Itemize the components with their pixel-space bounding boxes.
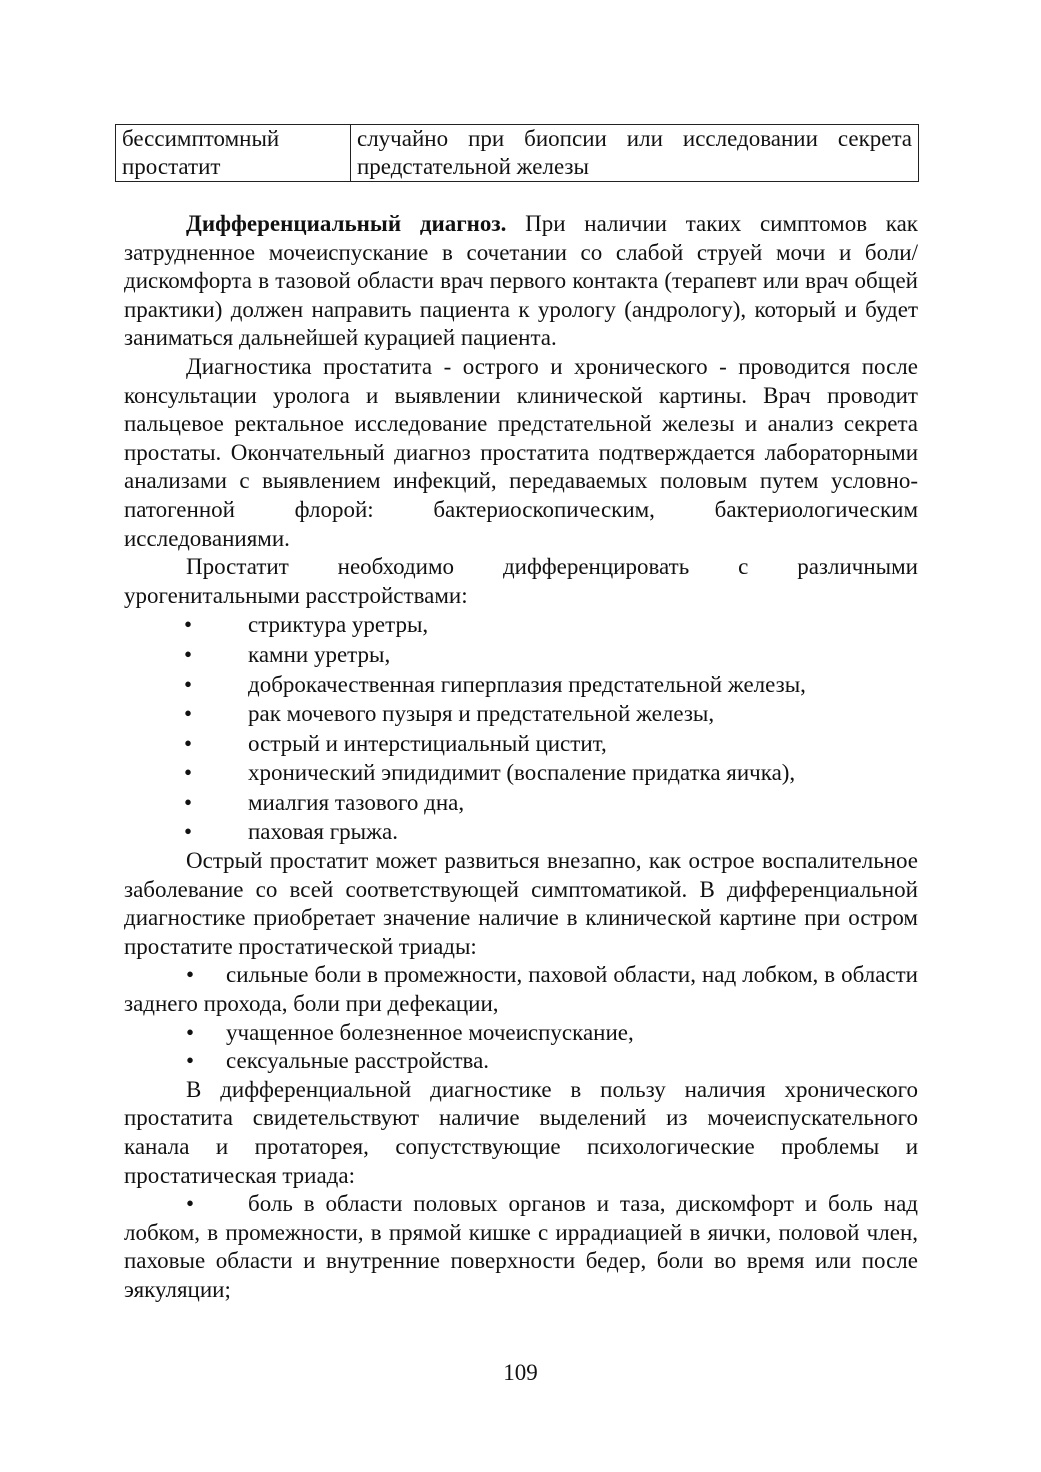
list-item-text: миалгия тазового дна, [248, 789, 465, 815]
bullet-icon: • [186, 962, 195, 988]
list-item-text: острый и интерстициальный цистит, [248, 730, 607, 756]
section-heading: Дифференциальный диагноз. [186, 211, 507, 236]
list-item [124, 1047, 918, 1076]
list-item-text: хронический эпидидимит (воспаление придатка яичка), [248, 760, 796, 786]
bullet-icon: • [184, 641, 193, 667]
paragraph-diagnostics: Диагностика простатита - острого и хронического - проводится после консультации уролога и выявлении клинической картины. Врач проводит пальцевое ректальное исследование предстательной железы и анализ секрета простаты. Окончательный диагноз простатита подтверждается лабораторными анализами с выявлением инфекций, передаваемых половым путем условно-патогенной флорой: бактериоскопическим, бактериологическим исследованиями. [124, 353, 918, 551]
table-row [116, 125, 919, 182]
list-item-text: рак мочевого пузыря и предстательной железы, [248, 701, 715, 727]
bullet-icon: • [184, 671, 193, 697]
list-item [124, 1190, 918, 1304]
list-item [124, 699, 918, 729]
page-number: 109 [503, 1360, 538, 1385]
list-item [124, 729, 918, 759]
bullet-icon: • [184, 819, 193, 845]
table-cell-description: случайно при биопсии или исследовании секрета предстательной железы [351, 125, 919, 182]
list-item-text: сильные боли в промежности, паховой области, над лобком, в области заднего прохода, боли при дефекации, [124, 962, 918, 1017]
paragraph-text: При наличии таких симптомов как затрудненное мочеиспускание в сочетании со слабой струей мочи и боли/дискомфорта в тазовой области врач первого контакта (терапевт или врач общей практики) должен направить пациента к урологу (андрологу), который и будет заниматься дальнейшей курацией пациента. [124, 211, 918, 351]
paragraph-acute-prostatitis: Острый простатит может развиться внезапно, как острое воспалительное заболевание со всей соответствующей симптоматикой. В дифференциальной диагностике приобретает значение наличие в клинической картине при остром простатите простатической триады: [124, 848, 918, 959]
paragraph-chronic-prostatitis: В дифференциальной диагностике в пользу наличия хронического простатита свидетельствуют наличие выделений из мочеиспускательного канала и протаторея, сопустствующие психологические проблемы и простатическая триада: [124, 1076, 918, 1188]
list-item [124, 610, 918, 640]
bullet-icon: • [184, 789, 193, 815]
list-item [124, 817, 918, 847]
bullet-icon: • [186, 1048, 195, 1074]
paragraph-diff-diagnosis [124, 210, 918, 353]
bullet-icon: • [184, 760, 193, 786]
list-item [124, 1019, 918, 1048]
list-item [124, 758, 918, 788]
list-item [124, 961, 918, 1018]
page-content [124, 124, 918, 1305]
bullet-icon: • [186, 1191, 195, 1217]
bullet-icon: • [186, 1019, 195, 1045]
list-item-text: сексуальные расстройства. [226, 1048, 490, 1074]
classification-table [115, 124, 919, 182]
bullet-icon: • [184, 612, 193, 638]
list-item-text: доброкачественная гиперплазия предстательной железы, [248, 671, 806, 697]
table-cell-term: бессимптомный простатит [116, 125, 351, 182]
list-item-text: боль в области половых органов и таза, дискомфорт и боль над лобком, в промежности, в прямой кишке с иррадиацией в яички, половой член, паховые области и внутренние поверхности бедер, боли во время или после эякуляции; [124, 1191, 918, 1302]
list-item-text: учащенное болезненное мочеиспускание, [226, 1019, 634, 1045]
list-item-text: камни уретры, [248, 641, 391, 667]
bullet-icon: • [184, 730, 193, 756]
list-item [124, 788, 918, 818]
list-item [124, 670, 918, 700]
list-item-text: паховая грыжа. [248, 819, 398, 845]
disorders-list [124, 610, 918, 847]
bullet-icon: • [184, 701, 193, 727]
list-item-text: стриктура уретры, [248, 612, 429, 638]
list-item [124, 640, 918, 670]
paragraph-differentiate: Простатит необходимо дифференцировать с различными урогенитальными расстройствами: [124, 554, 918, 608]
